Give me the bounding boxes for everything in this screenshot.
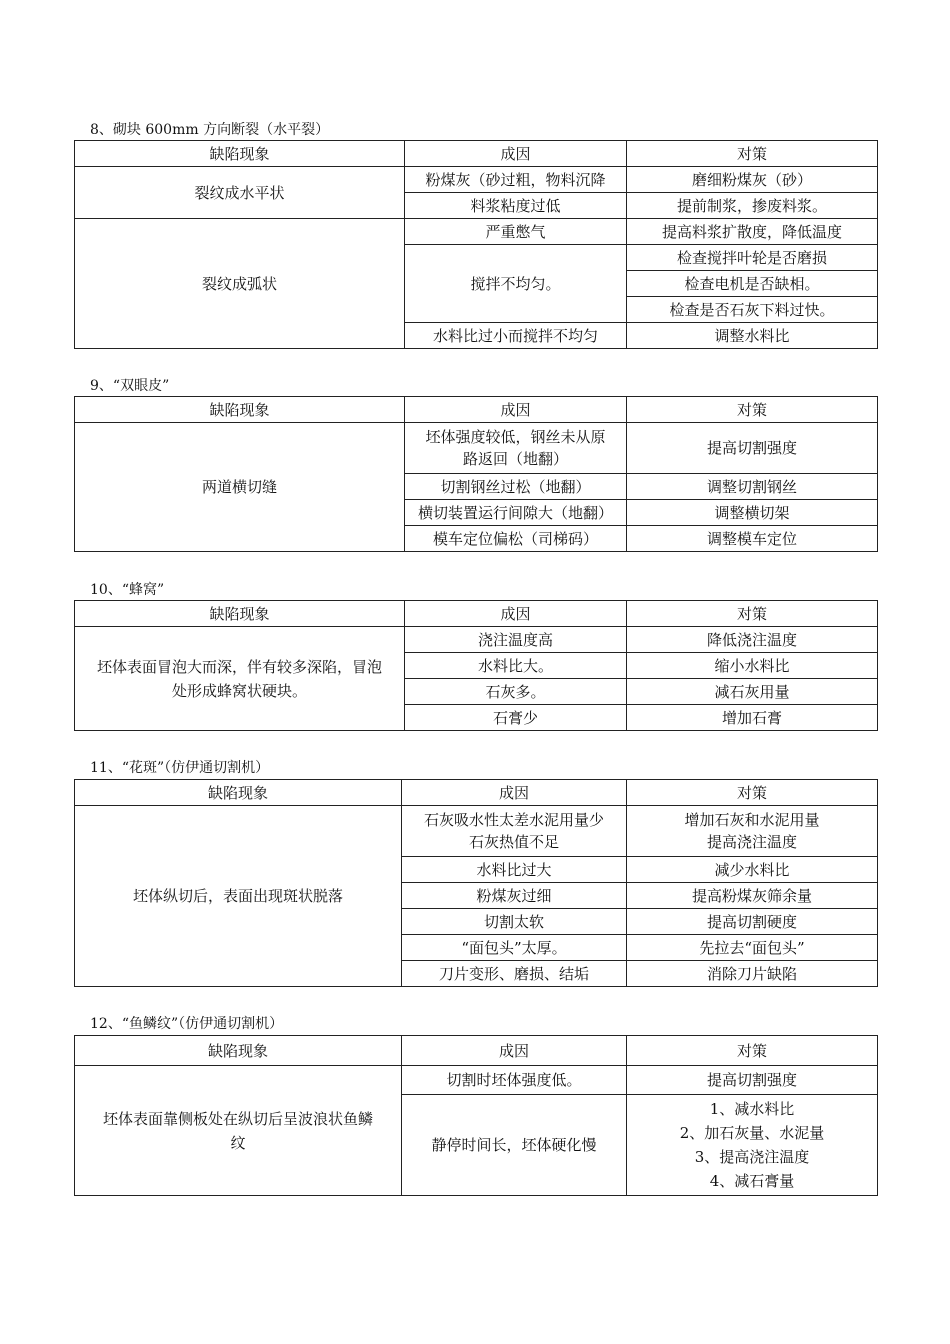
measure-cell: 检查电机是否缺相。 [627, 271, 878, 297]
phenomenon-cell: 两道横切缝 [75, 423, 405, 552]
cause-line: 路返回（地翻） [462, 450, 568, 468]
header-phenomenon: 缺陷现象 [75, 601, 405, 627]
measure-cell: 减少水料比 [627, 857, 878, 883]
cause-cell: “面包头”太厚。 [402, 935, 627, 961]
measure-line: 1、减水料比 [709, 1100, 795, 1118]
cause-cell: 搅拌不均匀。 [405, 245, 627, 323]
phenomenon-line: 纹 [230, 1133, 246, 1152]
measure-cell: 提高切割强度 [627, 1066, 878, 1095]
measure-cell: 磨细粉煤灰（砂） [627, 167, 878, 193]
cause-cell: 水料比大。 [405, 653, 627, 679]
measure-line: 提高浇注温度 [706, 833, 797, 851]
defect-table-11 [74, 779, 878, 987]
cause-cell: 浇注温度高 [405, 627, 627, 653]
phenomenon-line: 坯体表面靠侧板处在纵切后呈波浪状鱼鳞 [102, 1109, 373, 1128]
cause-cell: 切割太软 [402, 909, 627, 935]
phenomenon-line: 坯体表面冒泡大而深，伴有较多深陷，冒泡 [96, 657, 382, 676]
measure-cell: 提高粉煤灰筛余量 [627, 883, 878, 909]
cause-cell: 水料比过小而搅拌不均匀 [405, 323, 627, 349]
measure-line: 4、减石膏量 [709, 1172, 795, 1190]
measure-cell: 调整水料比 [627, 323, 878, 349]
phenomenon-cell: 裂纹成水平状 [75, 167, 405, 219]
measure-line: 3、提高浇注温度 [694, 1148, 810, 1166]
phenomenon-cell [75, 1066, 402, 1196]
measure-cell: 检查搅拌叶轮是否磨损 [627, 245, 878, 271]
header-phenomenon: 缺陷现象 [75, 1036, 402, 1066]
measure-cell: 提前制浆，掺废料浆。 [627, 193, 878, 219]
measure-line: 2、加石灰量、水泥量 [679, 1124, 825, 1142]
cause-cell: 粉煤灰过细 [402, 883, 627, 909]
header-phenomenon: 缺陷现象 [75, 397, 405, 423]
header-phenomenon: 缺陷现象 [75, 780, 402, 806]
section-title-12: 12、“鱼鳞纹”（仿伊通切割机） [90, 1016, 284, 1032]
cause-cell: 水料比过大 [402, 857, 627, 883]
section-title-11: 11、“花斑”（仿伊通切割机） [90, 760, 270, 776]
section-title-10: 10、“蜂窝” [90, 582, 165, 598]
phenomenon-line: 处形成蜂窝状硬块。 [171, 681, 307, 700]
header-cause: 成因 [405, 141, 627, 167]
cause-line: 石灰吸水性太差水泥用量少 [423, 811, 604, 829]
cause-cell: 石灰多。 [405, 679, 627, 705]
cause-cell: 石膏少 [405, 705, 627, 731]
header-cause: 成因 [402, 780, 627, 806]
defect-table-10 [74, 600, 878, 731]
measure-cell: 提高切割强度 [627, 423, 878, 474]
cause-cell: 模车定位偏松（司梯码） [405, 526, 627, 552]
cause-line: 坯体强度较低，钢丝未从原 [425, 428, 606, 446]
phenomenon-cell: 裂纹成弧状 [75, 219, 405, 349]
measure-cell: 先拉去“面包头” [627, 935, 878, 961]
header-measure: 对策 [627, 397, 878, 423]
measure-cell [627, 1095, 878, 1196]
cause-line: 石灰热值不足 [468, 833, 559, 851]
measure-cell: 提高料浆扩散度，降低温度 [627, 219, 878, 245]
cause-cell: 严重憋气 [405, 219, 627, 245]
measure-cell [627, 806, 878, 857]
header-measure: 对策 [627, 141, 878, 167]
cause-cell [402, 806, 627, 857]
header-phenomenon: 缺陷现象 [75, 141, 405, 167]
measure-cell: 检查是否石灰下料过快。 [627, 297, 878, 323]
header-measure: 对策 [627, 601, 878, 627]
defect-table-8 [74, 140, 878, 349]
section-title-8: 8、砌块 600mm 方向断裂（水平裂） [90, 122, 330, 138]
measure-cell: 增加石膏 [627, 705, 878, 731]
measure-cell: 调整模车定位 [627, 526, 878, 552]
header-measure: 对策 [627, 780, 878, 806]
cause-cell: 横切装置运行间隙大（地翻） [405, 500, 627, 526]
cause-cell: 粉煤灰（砂过粗，物料沉降 [405, 167, 627, 193]
cause-cell [405, 423, 627, 474]
measure-cell: 降低浇注温度 [627, 627, 878, 653]
defect-table-9 [74, 396, 878, 552]
cause-cell: 料浆粘度过低 [405, 193, 627, 219]
phenomenon-cell: 坯体纵切后，表面出现斑状脱落 [75, 806, 402, 987]
measure-cell: 提高切割硬度 [627, 909, 878, 935]
cause-cell: 切割时坯体强度低。 [402, 1066, 627, 1095]
measure-cell: 调整横切架 [627, 500, 878, 526]
measure-cell: 消除刀片缺陷 [627, 961, 878, 987]
cause-cell: 静停时间长，坯体硬化慢 [402, 1095, 627, 1196]
measure-cell: 减石灰用量 [627, 679, 878, 705]
defect-table-12 [74, 1035, 878, 1196]
section-title-9: 9、“双眼皮” [90, 378, 170, 394]
header-cause: 成因 [405, 397, 627, 423]
header-measure: 对策 [627, 1036, 878, 1066]
measure-cell: 缩小水料比 [627, 653, 878, 679]
cause-cell: 切割钢丝过松（地翻） [405, 474, 627, 500]
header-cause: 成因 [402, 1036, 627, 1066]
measure-line: 增加石灰和水泥用量 [684, 811, 820, 829]
measure-cell: 调整切割钢丝 [627, 474, 878, 500]
cause-cell: 刀片变形、磨损、结垢 [402, 961, 627, 987]
phenomenon-cell [75, 627, 405, 731]
header-cause: 成因 [405, 601, 627, 627]
